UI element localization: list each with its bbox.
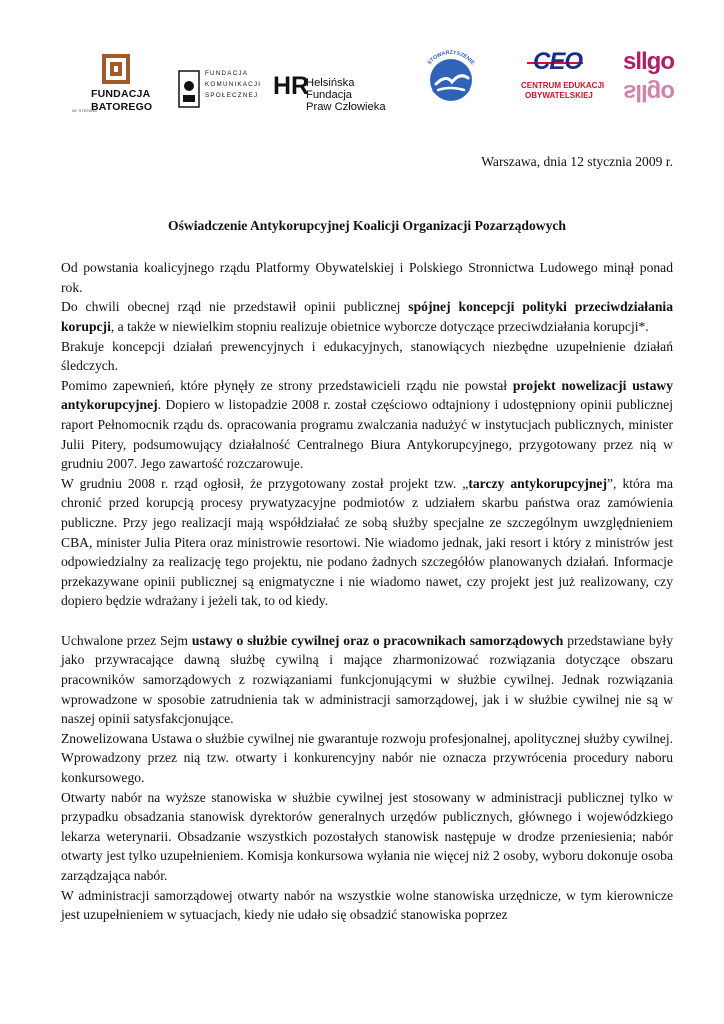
ceo-line2: OBYWATELSKIEJ (525, 91, 593, 100)
paragraph-2-text-c: , a także w niewielkim stopniu realizuje obietnice wyborcze dotyczące przeciwdziałania korupcji*. (110, 318, 649, 334)
fks-line-2: KOMUNIKACJI (205, 81, 262, 88)
paragraph-4 (61, 376, 673, 474)
paragraph-2 (61, 297, 673, 336)
fks-line-1: FUNDACJA (205, 70, 249, 77)
sllgo-logo (623, 48, 678, 118)
liderow-arc-top: STOWARZYSZENIE (426, 49, 476, 67)
paragraph-gap (61, 611, 673, 631)
paragraph-2-text-a: Do chwili obecnej rząd nie przedstawił opinii publicznej (61, 299, 409, 315)
sllgo-mark-reflection: sllgo (623, 79, 675, 106)
paragraph-9: W administracji samorządowej otwarty nabór na wszystkie wolne stanowiska urzędnicze, w tym kierownicze jest uzupełnieniem w sytuacjach, kiedy nie udało się obsadzić stanowiska poprzez (61, 887, 673, 923)
paragraph-4-text-a: Pomimo zapewnień, które płynęły ze strony przedstawicieli rządu nie powstał (61, 377, 513, 393)
paragraph-4-text-c: . Dopiero w listopadzie 2008 r. został częściowo odtajniony i udostępniony opinii publicznej raport Pełnomocnik rządu ds. opracowania programu zwalczania nadużyć w instytucjach publicznych, minister Julii Pitery, podsumowujący działalność Centralnego Biura Antykorupcyjnego, przygotowany przez nią w grudniu 2007. Jego zawartość rozczarowuje. (61, 397, 673, 472)
paragraph-1: Od powstania koalicyjnego rządu Platformy Obywatelskiej i Polskiego Stronnictwa Ludowego minął ponad rok. (61, 260, 673, 295)
hfpc-logo (273, 72, 403, 113)
hfpc-line2: Praw Człowieka (306, 101, 386, 113)
paragraph-6-text-a: Uchwalone przez Sejm (61, 632, 192, 648)
logo-strip (72, 44, 678, 124)
paragraph-5 (61, 474, 673, 611)
sllgo-mark: sllgo (623, 48, 675, 75)
paragraph-4-bold: projekt nowelizacji ustawy antykorupcyjnej (61, 377, 673, 413)
paragraph-5-text-c: ”, która ma chronić przed korupcją procesy prywatyzacyjne podmiotów z udziałem skarbu państwa oraz zamówienia publiczne. Przy jego realizacji mają współdziałać ze sobą służby specjalne ze szczególnym uwzględnieniem CBA, minister Julia Pitera oraz ministrowie resortowi. Nie wiadomo jednak, jaki resort i który z ministrów jest odpowiedzialny za realizację tego projektu, nie podano żadnych szczegółów planowanych działań. Informacje przekazywane opinii publicznej są enigmatyczne i nie wiadomo nawet, czy projekt jest już realizowany, czy dopiero będzie wdrażany i jeżeli tak, to od kiedy. (61, 475, 673, 609)
paragraph-5-text-a: W grudniu 2008 r. rząd ogłosił, że przygotowany został projekt tzw. „ (61, 475, 469, 491)
paragraph-3: Brakuje koncepcji działań prewencyjnych i edukacyjnych, stanowiących niezbędne uzupełnienie działań śledczych. (61, 338, 673, 374)
paragraph-5-bold: tarczy antykorupcyjnej (468, 475, 607, 491)
fks-logo (178, 68, 262, 112)
liderow-arc-bottom: SZKOŁA LIDERÓW (430, 87, 472, 103)
hfpc-line1: Helsińska Fundacja (306, 77, 355, 101)
document-body (61, 152, 673, 925)
paragraph-7: Znowelizowana Ustawa o służbie cywilnej nie gwarantuje rozwoju profesjonalnej, apolitycznej służby cywilnej. Wprowadzony przez nią tzw. otwarty i konkurencyjny nabór nie oznacza przywrócenia procedury naboru konkursowego. (61, 730, 673, 786)
batory-small: IM. STEFANA (72, 108, 97, 113)
document-date: Warszawa, dnia 12 stycznia 2009 r. (481, 154, 673, 169)
batory-line1: FUNDACJA (91, 88, 151, 100)
szkola-liderow-logo (416, 44, 486, 116)
ceo-logo (513, 50, 603, 114)
ceo-mark-box (527, 50, 583, 76)
ceo-mark: CEO (533, 48, 583, 75)
paragraph-6 (61, 631, 673, 729)
fundacja-batorego-logo (72, 54, 160, 122)
paragraph-6-bold: ustawy o służbie cywilnej oraz o pracownikach samorządowych (191, 632, 564, 648)
fks-line-3: SPOŁECZNEJ (205, 92, 259, 99)
paragraph-6-text-c: przedstawiane były jako przywracające dawną służbę cywilną i mające zharmonizować rozwiązania dotyczące obszaru pracowników samorządowych z rozwiązaniami funkcjonującymi w służbie cywilnej. Jednak rozwiązania wprowadzone w sposobie zatrudnienia tak w administracji samorządowej, jak i w służbie cywilnej nie są w naszej opinii satysfakcjonujące. (61, 632, 673, 727)
document-title: Oświadczenie Antykorupcyjnej Koalicji Organizacji Pozarządowych (168, 217, 566, 233)
paragraph-8: Otwarty nabór na wyższe stanowiska w służbie cywilnej jest stosowany w administracji publicznej tylko w przypadku obsadzania stanowisk dyrektorów generalnych urzędów publicznych, głównego i wojewódzkiego lekarza weterynarii. Obsadzanie wszystkich pozostałych stanowisk następuje w drodze przeniesienia; nabór otwarty jest tylko uzupełnieniem. Komisja konkursowa wyłania nie więcej niż 2 osoby, wyboru dokonuje osoba zarządzająca nabór. (61, 789, 673, 883)
ceo-line1: CENTRUM EDUKACJI (521, 81, 605, 90)
hfpc-mark: HR (273, 72, 310, 100)
paragraph-2-bold: spójnej koncepcji polityki przeciwdziałania korupcji (61, 299, 673, 334)
batory-line2: BATOREGO (91, 101, 153, 113)
